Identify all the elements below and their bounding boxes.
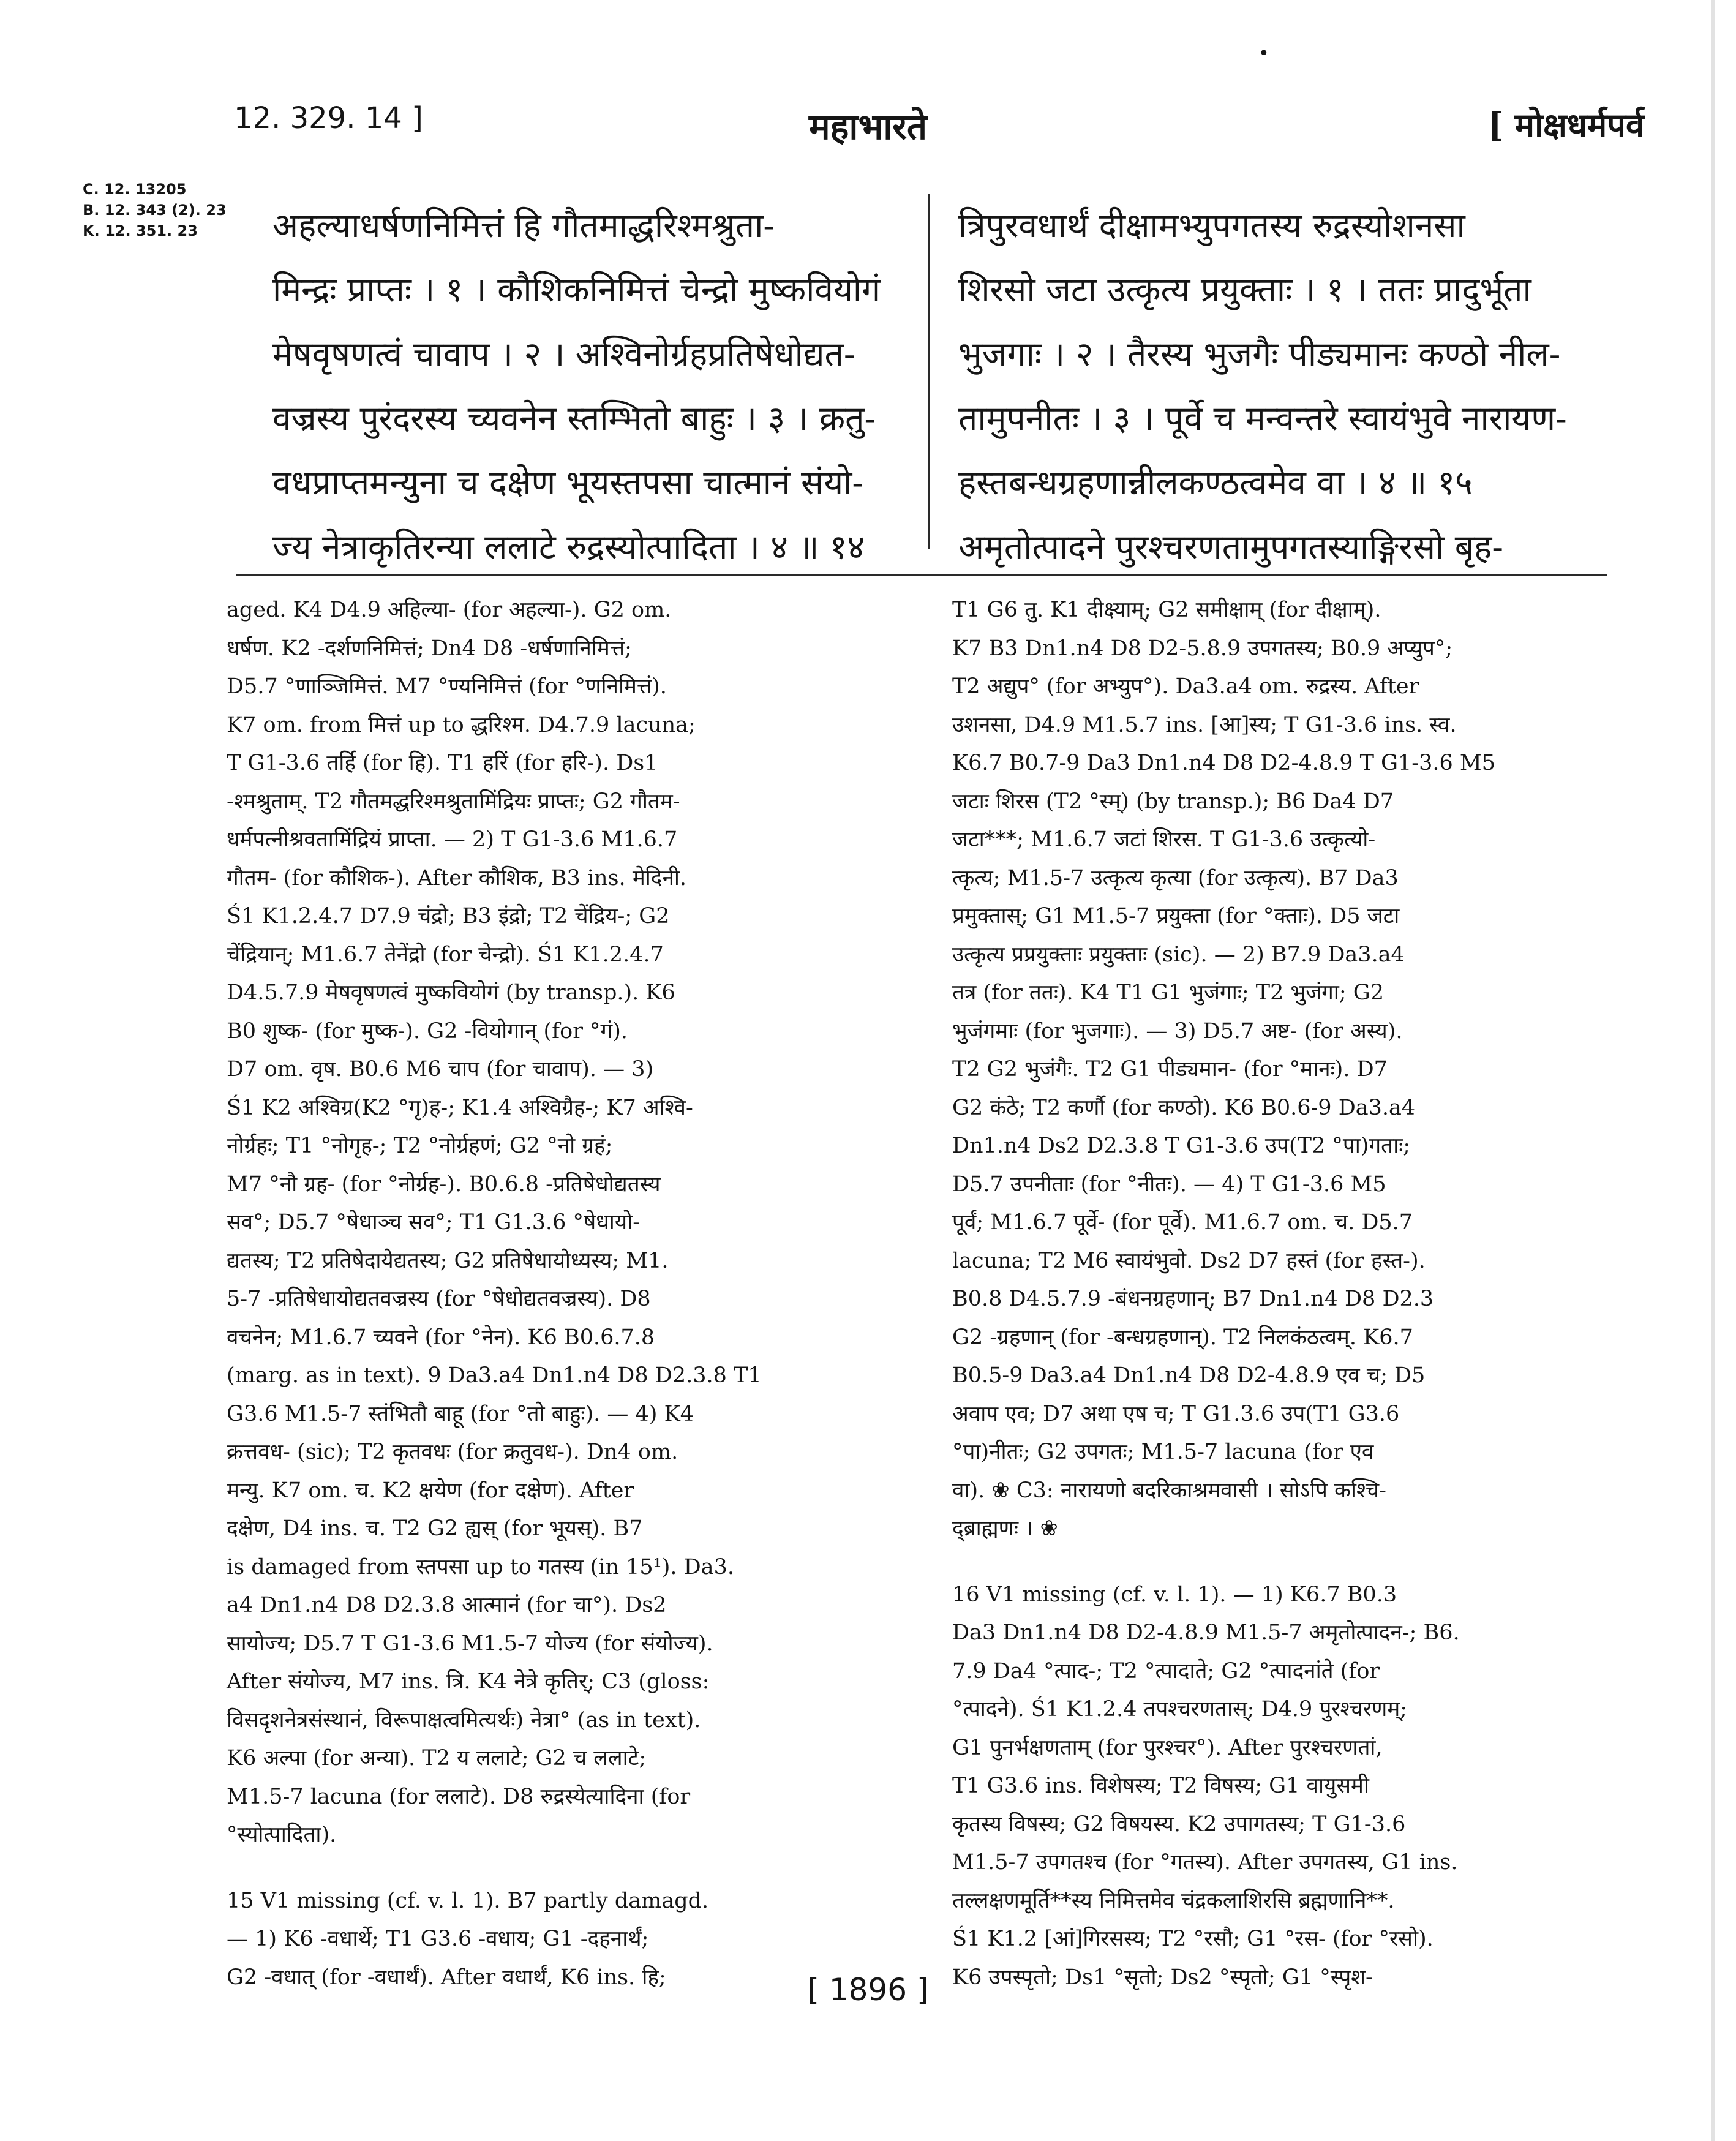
concordance-line: C. 12. 13205 bbox=[83, 181, 187, 198]
apparatus-line: नोर्ग्रहः; T1 °नोगृह-; T2 °नोर्ग्रहणं; G2 °नो ग्रहं; bbox=[227, 1134, 613, 1158]
paragraph-gap bbox=[227, 1854, 882, 1882]
apparatus-line: K6 अल्पा (for अन्या). T2 य ललाटे; G2 च ललाटे; bbox=[227, 1746, 647, 1770]
apparatus-line: aged. K4 D4.9 अहिल्या- (for अहल्या-). G2 om. bbox=[227, 598, 672, 622]
apparatus-line: T1 G6 तु. K1 दीक्ष्याम्; G2 समीक्षाम् (for दीक्षाम्). bbox=[952, 598, 1381, 622]
verse-line: अहल्याधर्षणनिमित्तं हि गौतमाद्धरिश्मश्रुता- bbox=[272, 206, 775, 245]
apparatus-line: M1.5-7 lacuna (for ललाटे). D8 रुद्रस्येत्यादिना (for bbox=[227, 1784, 691, 1809]
apparatus-line: अवाप एव; D7 अथा एष च; T G1.3.6 उप(T1 G3.6 bbox=[952, 1401, 1400, 1426]
verse-line: अमृतोत्पादने पुरश्चरणतामुपगतस्याङ्गिरसो बृह- bbox=[958, 527, 1503, 566]
apparatus-line: After संयोज्य, M7 ins. त्रि. K4 नेत्रे कृतिर्; C3 (gloss: bbox=[227, 1669, 710, 1694]
verse-line: त्रिपुरवधार्थं दीक्षामभ्युपगतस्य रुद्रस्योशनसा bbox=[958, 206, 1465, 245]
verse-line: ज्य नेत्राकृतिरन्या ललाटे रुद्रस्योत्पादिता । ४ ॥ १४ bbox=[272, 527, 865, 566]
apparatus-line: Ś1 K2 अश्विग्र(K2 °गृ)ह-; K1.4 अश्विग्रैह-; K7 अश्वि- bbox=[227, 1095, 693, 1120]
concordance-line: K. 12. 351. 23 bbox=[83, 222, 198, 239]
apparatus-line: °त्पादने). Ś1 K1.2.4 तपश्चरणतास्; D4.9 पुरश्चरणम्; bbox=[952, 1697, 1408, 1721]
header-reference: 12. 329. 14 ] bbox=[234, 101, 423, 135]
apparatus-line: B0.5-9 Da3.a4 Dn1.n4 D8 D2-4.8.9 एव च; D5 bbox=[952, 1363, 1426, 1388]
apparatus-line: भुजंगमाः (for भुजगाः). — 3) D5.7 अष्ट- (for अस्य). bbox=[952, 1018, 1403, 1044]
apparatus-line: D4.5.7.9 मेषवृषणत्वं मुष्कवियोगं (by transp.). K6 bbox=[227, 980, 675, 1005]
apparatus-line: K6 उपस्पृतो; Ds1 °सृतो; Ds2 °स्पृतो; G1 °स्पृश- bbox=[952, 1965, 1373, 1990]
apparatus-line: K7 B3 Dn1.n4 D8 D2-5.8.9 उपगतस्य; B0.9 अप्युप°; bbox=[952, 636, 1453, 661]
apparatus-line: T1 G3.6 ins. विशेषस्य; T2 विषस्य; G1 वायुसमी bbox=[952, 1774, 1369, 1798]
apparatus-line: °स्योत्पादिता). bbox=[227, 1823, 337, 1847]
apparatus-line: तत्र (for ततः). K4 T1 G1 भुजंगाः; T2 भुजंगा; G2 bbox=[952, 980, 1385, 1005]
header-section: [ मोक्षधर्मपर्व bbox=[1487, 105, 1644, 145]
apparatus-line: °पा)नीतः; G2 उपगतः; M1.5-7 lacuna (for एव bbox=[952, 1440, 1374, 1464]
apparatus-line: a4 Dn1.n4 D8 D2.3.8 आत्मानं (for चा°). Ds2 bbox=[227, 1593, 667, 1617]
verse-line: वज्रस्य पुरंदरस्य च्यवनेन स्तम्भितो बाहुः । ३ । क्रतु- bbox=[272, 399, 876, 438]
page-mark: • bbox=[1258, 43, 1269, 64]
apparatus-line: D7 om. वृष. B0.6 M6 चाप (for चावाप). — 3) bbox=[227, 1057, 654, 1082]
header-title: महाभारते bbox=[808, 106, 928, 148]
column-divider bbox=[928, 194, 930, 549]
apparatus-line: द्यतस्य; T2 प्रतिषेदायेद्यतस्य; G2 प्रतिषेधायोध्यस्य; M1. bbox=[227, 1248, 669, 1273]
apparatus-line: जटाः शिरस (T2 °स्म्) (by transp.); B6 Da4 D7 bbox=[952, 789, 1394, 814]
critical-apparatus-left bbox=[227, 591, 882, 1996]
apparatus-line: lacuna; T2 M6 स्वायंभुवो. Ds2 D7 हस्तं (for हस्त-). bbox=[952, 1248, 1426, 1273]
apparatus-line: त्कृत्य; M1.5-7 उत्कृत्य कृत्या (for उत्कृत्य). B7 Da3 bbox=[952, 865, 1399, 890]
apparatus-line: मन्यु. K7 om. च. K2 क्षयेण (for दक्षेण). After bbox=[227, 1478, 634, 1503]
apparatus-line: T G1-3.6 तर्हि (for हि). T1 हरिं (for हरि-). Ds1 bbox=[227, 751, 658, 775]
apparatus-line: M7 °नौ ग्रह- (for °नोर्ग्रह-). B0.6.8 -प्रतिषेधोद्यतस्य bbox=[227, 1172, 661, 1197]
apparatus-line: विसदृशनेत्रसंस्थानं, विरूपाक्षत्वमित्यर्थः) नेत्रा° (as in text). bbox=[227, 1707, 701, 1733]
apparatus-line: वा). ❀ C3: नारायणो बदरिकाश्रमवासी । सोऽपि कश्चि- bbox=[952, 1478, 1386, 1503]
apparatus-line: सायोज्य; D5.7 T G1-3.6 M1.5-7 योज्य (for संयोज्य). bbox=[227, 1631, 713, 1656]
apparatus-line: M1.5-7 उपगतश्च (for °गतस्य). After उपगतस्य, G1 ins. bbox=[952, 1850, 1458, 1875]
apparatus-line: चेंद्रियान्; M1.6.7 तेनेंद्रो (for चेन्द्रो). Ś1 K1.2.4.7 bbox=[227, 942, 664, 967]
apparatus-line: G3.6 M1.5-7 स्तंभितौ बाहू (for °तो बाहुः). — 4) K4 bbox=[227, 1401, 694, 1426]
apparatus-line: प्रमुक्तास्; G1 M1.5-7 प्रयुक्ता (for °क्ताः). D5 जटा bbox=[952, 904, 1400, 928]
apparatus-line: Ś1 K1.2.4.7 D7.9 चंद्रो; B3 इंद्रो; T2 चेंद्रिय-; G2 bbox=[227, 904, 670, 928]
apparatus-line: G2 -वधात् (for -वधार्थं). After वधार्थं, K6 ins. हि; bbox=[227, 1965, 666, 1990]
apparatus-line: क्रत्तवध- (sic); T2 कृतवधः (for क्रतुवध-). Dn4 om. bbox=[227, 1440, 678, 1464]
concordance-references bbox=[83, 179, 227, 241]
apparatus-line: तल्लक्षणमूर्ति**स्य निमित्तमेव चंद्रकलाशिरसि ब्रह्मणानि**. bbox=[952, 1888, 1395, 1913]
paragraph-gap bbox=[952, 1548, 1604, 1576]
verse-line: भुजगाः । २ । तैरस्य भुजगैः पीड्यमानः कण्ठो नील- bbox=[958, 334, 1561, 374]
apparatus-line: — 1) K6 -वधार्थे; T1 G3.6 -वधाय; G1 -दहनार्थं; bbox=[227, 1927, 649, 1951]
verse-text-right-column bbox=[958, 194, 1595, 579]
apparatus-line: वचनेन; M1.6.7 च्यवने (for °नेन). K6 B0.6.7.8 bbox=[227, 1325, 655, 1350]
apparatus-line: Da3 Dn1.n4 D8 D2-4.8.9 M1.5-7 अमृतोत्पादन-; B6. bbox=[952, 1620, 1460, 1645]
apparatus-line: उशनसा, D4.9 M1.5.7 ins. [आ]स्य; T G1-3.6 ins. स्व. bbox=[952, 712, 1457, 737]
apparatus-line: 5-7 -प्रतिषेधायोद्यतवज्रस्य (for °षेधोद्यतवज्रस्य). D8 bbox=[227, 1287, 651, 1311]
apparatus-line: K6.7 B0.7-9 Da3 Dn1.n4 D8 D2-4.8.9 T G1-3.6 M5 bbox=[952, 751, 1495, 775]
verse-text-left-column bbox=[272, 194, 897, 579]
apparatus-line: G2 कंठे; T2 कर्णौ (for कण्ठो). K6 B0.6-9 Da3.a4 bbox=[952, 1095, 1416, 1120]
apparatus-line: धर्षण. K2 -दर्शणनिमित्तं; Dn4 D8 -धर्षणानिमित्तं; bbox=[227, 636, 632, 661]
scan-edge-shadow bbox=[1711, 0, 1715, 2141]
apparatus-line: Dn1.n4 Ds2 D2.3.8 T G1-3.6 उप(T2 °पा)गताः; bbox=[952, 1134, 1411, 1158]
apparatus-line: द्ब्राह्मणः । ❀ bbox=[952, 1516, 1058, 1541]
verse-line: मेषवृषणत्वं चावाप । २ । अश्विनोर्ग्रहप्रतिषेधोद्यत- bbox=[272, 334, 855, 374]
apparatus-line: 16 V1 missing (cf. v. l. 1). — 1) K6.7 B0.3 bbox=[952, 1582, 1397, 1607]
verse-line: तामुपनीतः । ३ । पूर्वे च मन्वन्तरे स्वायंभुवे नारायण- bbox=[958, 399, 1567, 438]
verse-line: मिन्द्रः प्राप्तः । १ । कौशिकनिमित्तं चेन्द्रो मुष्कवियोगं bbox=[272, 270, 881, 309]
page-number: [ 1896 ] bbox=[807, 1972, 929, 2007]
apparatus-line: -श्मश्रुताम्. T2 गौतमद्धरिश्मश्रुतामिंद्रियः प्राप्तः; G2 गौतम- bbox=[227, 789, 680, 814]
apparatus-line: 15 V1 missing (cf. v. l. 1). B7 partly damagd. bbox=[227, 1888, 709, 1913]
apparatus-line: T2 G2 भुजंगैः. T2 G1 पीड्यमान- (for °मानः). D7 bbox=[952, 1057, 1388, 1082]
apparatus-line: T2 अद्युप° (for अभ्युप°). Da3.a4 om. रुद्रस्य. After bbox=[952, 674, 1419, 699]
apparatus-line: जटा***; M1.6.7 जटां शिरस. T G1-3.6 उत्कृत्यो- bbox=[952, 827, 1376, 852]
apparatus-line: G1 पुनर्भक्षणताम् (for पुरश्चर°). After पुरश्चरणतां, bbox=[952, 1735, 1383, 1760]
apparatus-line: G2 -ग्रहणान् (for -बन्धग्रहणान्). T2 निलकंठत्वम्. K6.7 bbox=[952, 1325, 1413, 1350]
apparatus-line: B0.8 D4.5.7.9 -बंधनग्रहणान्; B7 Dn1.n4 D8 D2.3 bbox=[952, 1287, 1434, 1311]
verse-line: हस्तबन्धग्रहणान्नीलकण्ठत्वमेव वा । ४ ॥ १५ bbox=[958, 463, 1473, 502]
apparatus-line: D5.7 °णाञ्जिमित्तं. M7 °ण्यनिमित्तं (for °णनिमित्तं). bbox=[227, 674, 667, 699]
apparatus-line: दक्षेण, D4 ins. च. T2 G2 ह्यस् (for भूयस्). B7 bbox=[227, 1516, 643, 1541]
apparatus-line: is damaged from स्तपसा up to गतस्य (in 15¹). Da3. bbox=[227, 1554, 734, 1579]
apparatus-line: गौतम- (for कौशिक-). After कौशिक, B3 ins. मेदिनी. bbox=[227, 865, 687, 890]
apparatus-line: धर्मपत्नीश्रवतामिंद्रियं प्राप्ता. — 2) T G1-3.6 M1.6.7 bbox=[227, 827, 678, 852]
apparatus-line: K7 om. from मित्तं up to द्धरिश्म. D4.7.9 lacuna; bbox=[227, 712, 696, 737]
apparatus-line: (marg. as in text). 9 Da3.a4 Dn1.n4 D8 D2.3.8 T1 bbox=[227, 1363, 762, 1388]
apparatus-line: कृतस्य विषस्य; G2 विषयस्य. K2 उपागतस्य; T G1-3.6 bbox=[952, 1812, 1406, 1837]
concordance-line: B. 12. 343 (2). 23 bbox=[83, 201, 227, 219]
apparatus-line: पूर्वं; M1.6.7 पूर्वे- (for पूर्वे). M1.6.7 om. च. D5.7 bbox=[952, 1210, 1413, 1235]
horizontal-rule bbox=[236, 574, 1607, 576]
apparatus-line: 7.9 Da4 °त्पाद-; T2 °त्पादाते; G2 °त्पादनांते (for bbox=[952, 1658, 1380, 1684]
apparatus-line: B0 शुष्क- (for मुष्क-). G2 -वियोगान् (for °गं). bbox=[227, 1018, 628, 1044]
verse-line: शिरसो जटा उत्कृत्य प्रयुक्ताः । १ । ततः प्रादुर्भूता bbox=[958, 270, 1531, 309]
verse-line: वधप्राप्तमन्युना च दक्षेण भूयस्तपसा चात्मानं संयो- bbox=[272, 463, 863, 502]
apparatus-line: Ś1 K1.2 [आं]गिरसस्य; T2 °रसौ; G1 °रस- (for °रसो). bbox=[952, 1927, 1434, 1951]
apparatus-line: उत्कृत्य प्रप्रयुक्ताः प्रयुक्ताः (sic). — 2) B7.9 Da3.a4 bbox=[952, 942, 1405, 967]
apparatus-line: D5.7 उपनीताः (for °नीतः). — 4) T G1-3.6 M5 bbox=[952, 1172, 1386, 1197]
apparatus-line: सव°; D5.7 °षेधाञ्च सव°; T1 G1.3.6 °षेधायो- bbox=[227, 1210, 641, 1235]
critical-apparatus-right bbox=[952, 591, 1604, 1996]
